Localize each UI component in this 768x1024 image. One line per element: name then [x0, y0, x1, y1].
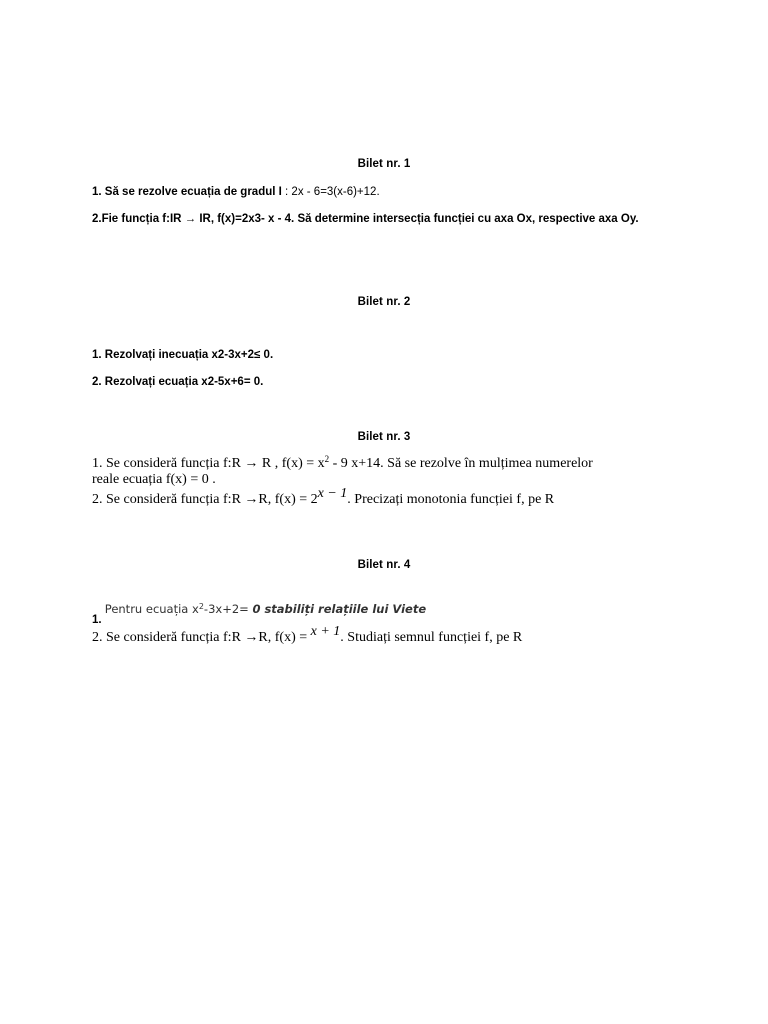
ticket-3-q1-part-b: - 9 x+14. Să se rezolve în mulțimea numerelor [329, 456, 593, 471]
ticket-1-question-1 [92, 186, 380, 198]
ticket-1-q1-equation: : 2x - 6=3(x-6)+12. [281, 186, 380, 198]
ticket-3-question-1 [92, 456, 593, 472]
ticket-2-heading: Bilet nr. 2 [357, 296, 411, 308]
ticket-3-q1-part-a: 1. Se consideră funcția f:R → R , f(x) = x [92, 456, 325, 471]
ticket-2-question-1: 1. Rezolvați inecuația x2-3x+2≤ 0. [92, 349, 274, 361]
ticket-3-question-1-line-2: reale ecuația f(x) = 0 . [92, 472, 216, 487]
ticket-4-q1-embedded-equation [105, 602, 426, 616]
ticket-3-question-2 [92, 486, 555, 508]
ticket-1-q1-text: 1. Să se rezolve ecuația de gradul I [92, 186, 282, 198]
ticket-2-question-2: 2. Rezolvați ecuația x2-5x+6= 0. [92, 376, 264, 388]
ticket-1-question-2: 2.Fie funcția f:IR → IR, f(x)=2x3- x - 4. Să determine intersecția funcției cu axa Ox, respective axa Oy. [92, 213, 639, 225]
ticket-4-q1-part-c: 0 stabiliți relațiile lui Viete [252, 602, 427, 616]
ticket-4-q1-exponent: 2 [198, 602, 204, 611]
ticket-4-q2-part-b: . Studiați semnul funcției f, pe R [340, 630, 523, 645]
ticket-3-heading: Bilet nr. 3 [357, 431, 411, 443]
ticket-4-q1-part-b: -3x+2= [203, 602, 253, 616]
ticket-3-q2-part-b: . Precizați monotonia funcției f, pe R [347, 492, 555, 507]
ticket-4-heading: Bilet nr. 4 [357, 559, 411, 571]
ticket-1-heading: Bilet nr. 1 [357, 158, 411, 170]
ticket-4-question-2 [92, 624, 523, 646]
ticket-4-q1-number: 1. [92, 614, 102, 626]
ticket-4-q1-part-a: Pentru ecuația x [104, 602, 199, 616]
ticket-4-question-1 [92, 602, 427, 626]
ticket-3-q2-part-a: 2. Se consideră funcția f:R →R, f(x) = 2 [92, 492, 318, 507]
ticket-3-q2-exponent-formula: x − 1 [317, 486, 348, 501]
ticket-4-q2-formula: x + 1 [310, 624, 341, 639]
ticket-3-q1-exponent: 2 [324, 454, 330, 464]
ticket-4-q2-part-a: 2. Se consideră funcția f:R →R, f(x) = [92, 630, 311, 645]
